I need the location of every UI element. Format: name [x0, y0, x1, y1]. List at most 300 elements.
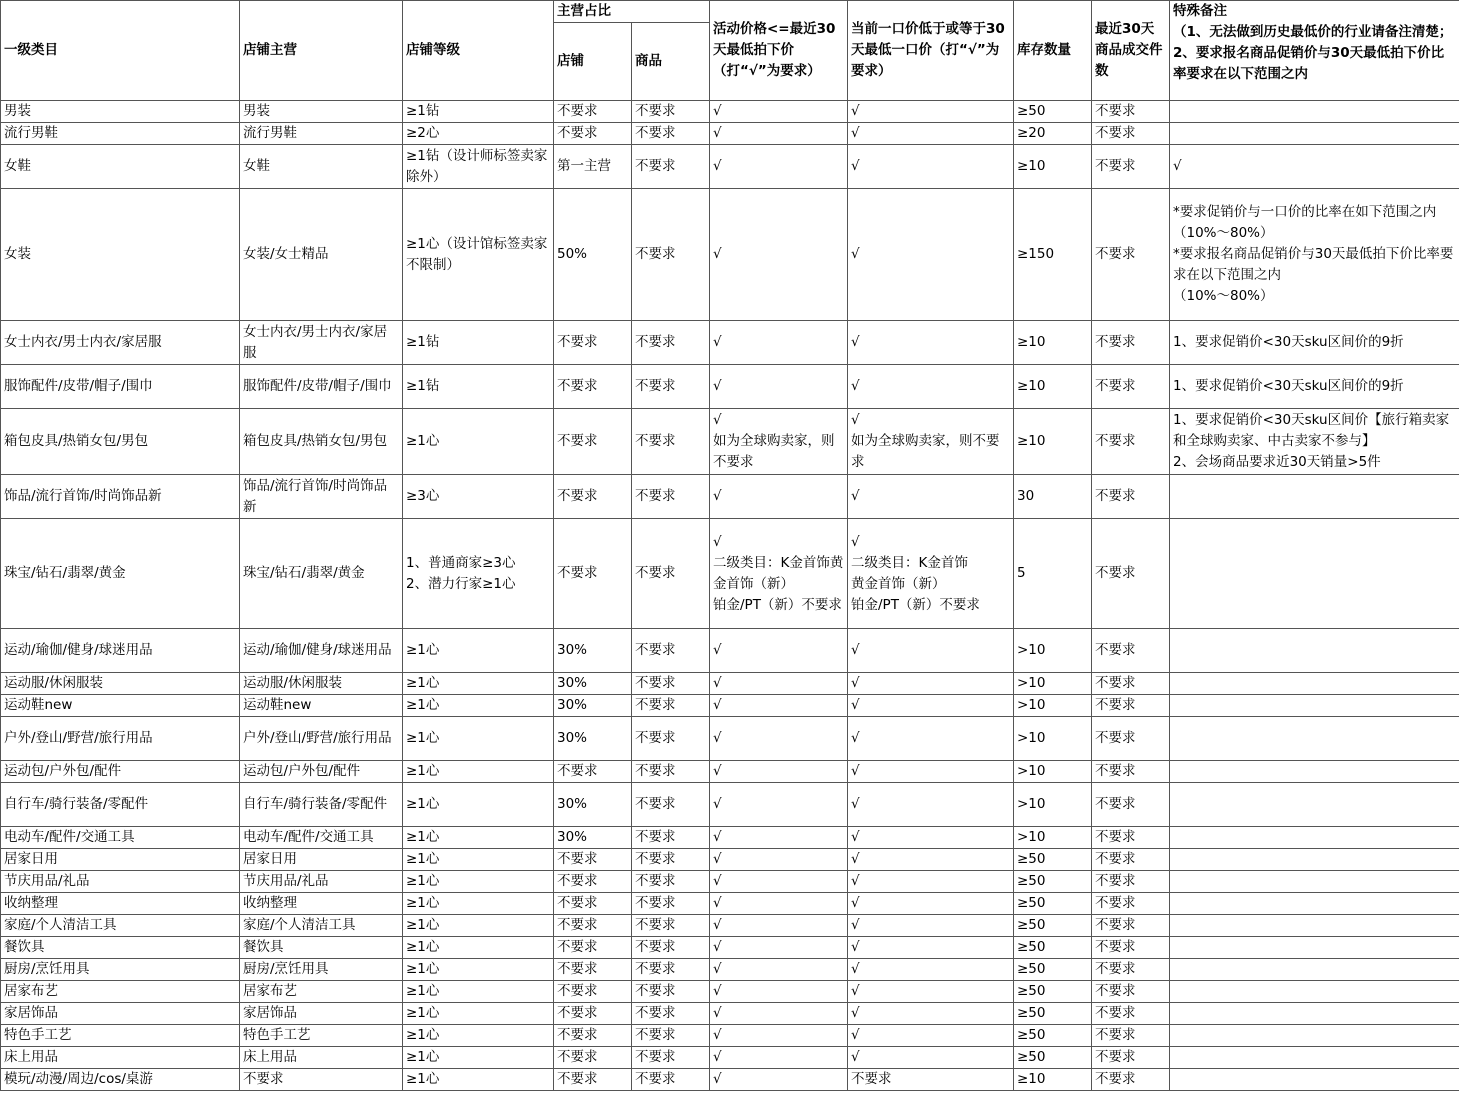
table-row: [1, 871, 1459, 893]
cell-price-fixed: √: [848, 695, 1014, 717]
cell-share-item: 不要求: [632, 101, 710, 123]
header-sales: 最近30天商品成交件数: [1092, 1, 1170, 101]
cell-stock: 30: [1014, 475, 1092, 519]
header-level: 店铺等级: [403, 1, 554, 101]
cell-notes: [1170, 123, 1459, 145]
cell-share-item: 不要求: [632, 365, 710, 409]
cell-share-shop: 不要求: [554, 1003, 632, 1025]
cell-stock: ≥50: [1014, 893, 1092, 915]
cell-share-shop: 不要求: [554, 937, 632, 959]
cell-share-shop: 不要求: [554, 321, 632, 365]
cell-sales: 不要求: [1092, 123, 1170, 145]
cell-notes: [1170, 893, 1459, 915]
cell-stock: ≥10: [1014, 321, 1092, 365]
cell-price-30: √: [710, 145, 848, 189]
cell-stock: ≥50: [1014, 937, 1092, 959]
cell-price-30: √: [710, 1025, 848, 1047]
cell-stock: ≥10: [1014, 1069, 1092, 1091]
cell-notes: [1170, 673, 1459, 695]
cell-share-shop: 不要求: [554, 409, 632, 475]
cell-share-item: 不要求: [632, 1047, 710, 1069]
cell-stock: ≥50: [1014, 981, 1092, 1003]
cell-share-shop: 30%: [554, 783, 632, 827]
table-row: [1, 937, 1459, 959]
cell-stock: ≥50: [1014, 915, 1092, 937]
table-row: [1, 827, 1459, 849]
cell-level: ≥1钻: [403, 365, 554, 409]
cell-level: ≥1心: [403, 1069, 554, 1091]
cell-share-item: 不要求: [632, 871, 710, 893]
cell-share-shop: 第一主营: [554, 145, 632, 189]
cell-notes: [1170, 849, 1459, 871]
cell-category: 节庆用品/礼品: [1, 871, 240, 893]
cell-category: 女鞋: [1, 145, 240, 189]
cell-share-shop: 不要求: [554, 519, 632, 629]
cell-category: 收纳整理: [1, 893, 240, 915]
table-row: [1, 673, 1459, 695]
table-row: [1, 365, 1459, 409]
cell-level: ≥1心: [403, 981, 554, 1003]
table-row: [1, 629, 1459, 673]
header-stock: 库存数量: [1014, 1, 1092, 101]
cell-stock: ≥50: [1014, 101, 1092, 123]
cell-share-shop: 不要求: [554, 761, 632, 783]
cell-share-item: 不要求: [632, 783, 710, 827]
cell-price-30: √: [710, 893, 848, 915]
cell-notes: [1170, 101, 1459, 123]
cell-share-item: 不要求: [632, 1069, 710, 1091]
cell-share-item: 不要求: [632, 673, 710, 695]
cell-category: 户外/登山/野营/旅行用品: [1, 717, 240, 761]
cell-notes: √: [1170, 145, 1459, 189]
cell-share-shop: 不要求: [554, 849, 632, 871]
cell-level: ≥1心: [403, 915, 554, 937]
cell-category: 特色手工艺: [1, 1025, 240, 1047]
cell-stock: ≥50: [1014, 1025, 1092, 1047]
cell-share-item: 不要求: [632, 915, 710, 937]
cell-share-item: 不要求: [632, 717, 710, 761]
cell-notes: [1170, 959, 1459, 981]
cell-sales: 不要求: [1092, 101, 1170, 123]
cell-price-30: √: [710, 365, 848, 409]
cell-price-30: √: [710, 783, 848, 827]
header-price-30: 活动价格<=最近30天最低拍下价（打“√”为要求）: [710, 1, 848, 101]
cell-main-business: 运动包/户外包/配件: [240, 761, 403, 783]
cell-share-shop: 30%: [554, 629, 632, 673]
cell-share-shop: 不要求: [554, 981, 632, 1003]
cell-stock: >10: [1014, 695, 1092, 717]
cell-price-30: √: [710, 1003, 848, 1025]
cell-price-30: √ 二级类目：K金首饰黄金首饰（新） 铂金/PT（新）不要求: [710, 519, 848, 629]
cell-sales: 不要求: [1092, 717, 1170, 761]
cell-share-item: 不要求: [632, 695, 710, 717]
cell-notes: 1、要求促销价<30天sku区间价的9折: [1170, 365, 1459, 409]
cell-stock: ≥50: [1014, 959, 1092, 981]
cell-sales: 不要求: [1092, 629, 1170, 673]
cell-price-30: √: [710, 1047, 848, 1069]
cell-notes: [1170, 717, 1459, 761]
table-row: [1, 1025, 1459, 1047]
cell-level: ≥1心: [403, 1025, 554, 1047]
cell-stock: >10: [1014, 827, 1092, 849]
cell-sales: 不要求: [1092, 915, 1170, 937]
cell-main-business: 女士内衣/男士内衣/家居服: [240, 321, 403, 365]
cell-level: ≥1心: [403, 409, 554, 475]
cell-sales: 不要求: [1092, 1003, 1170, 1025]
table-row: [1, 783, 1459, 827]
cell-notes: [1170, 519, 1459, 629]
cell-price-30: √: [710, 827, 848, 849]
cell-share-item: 不要求: [632, 893, 710, 915]
cell-level: 1、普通商家≥3心 2、潜力行家≥1心: [403, 519, 554, 629]
table-row: [1, 519, 1459, 629]
cell-level: ≥1心: [403, 695, 554, 717]
cell-sales: 不要求: [1092, 475, 1170, 519]
cell-sales: 不要求: [1092, 871, 1170, 893]
table-row: [1, 893, 1459, 915]
cell-category: 家庭/个人清洁工具: [1, 915, 240, 937]
cell-category: 女装: [1, 189, 240, 321]
table-row: [1, 1069, 1459, 1091]
cell-share-item: 不要求: [632, 409, 710, 475]
cell-share-shop: 不要求: [554, 1025, 632, 1047]
cell-price-30: √: [710, 915, 848, 937]
cell-level: ≥1心: [403, 937, 554, 959]
cell-price-fixed: √: [848, 189, 1014, 321]
cell-sales: 不要求: [1092, 761, 1170, 783]
cell-main-business: 自行车/骑行装备/零配件: [240, 783, 403, 827]
cell-stock: ≥50: [1014, 871, 1092, 893]
cell-sales: 不要求: [1092, 365, 1170, 409]
cell-level: ≥1心（设计馆标签卖家不限制）: [403, 189, 554, 321]
cell-stock: ≥150: [1014, 189, 1092, 321]
cell-main-business: 女鞋: [240, 145, 403, 189]
cell-level: ≥2心: [403, 123, 554, 145]
cell-share-shop: 不要求: [554, 871, 632, 893]
header-notes: 特殊备注 （1、无法做到历史最低价的行业请备注清楚； 2、要求报名商品促销价与30天最低拍下价比率要求在以下范围之内: [1170, 1, 1459, 101]
table-row: [1, 1003, 1459, 1025]
cell-sales: 不要求: [1092, 783, 1170, 827]
cell-level: ≥1心: [403, 673, 554, 695]
cell-category: 饰品/流行首饰/时尚饰品新: [1, 475, 240, 519]
cell-category: 厨房/烹饪用具: [1, 959, 240, 981]
cell-notes: [1170, 915, 1459, 937]
cell-main-business: 女装/女士精品: [240, 189, 403, 321]
table-row: [1, 717, 1459, 761]
cell-main-business: 流行男鞋: [240, 123, 403, 145]
table-row: [1, 475, 1459, 519]
cell-share-item: 不要求: [632, 475, 710, 519]
cell-share-shop: 30%: [554, 827, 632, 849]
cell-level: ≥1心: [403, 893, 554, 915]
table-row: [1, 101, 1459, 123]
cell-stock: >10: [1014, 761, 1092, 783]
cell-stock: ≥50: [1014, 1003, 1092, 1025]
cell-price-30: √: [710, 629, 848, 673]
cell-main-business: 收纳整理: [240, 893, 403, 915]
cell-notes: [1170, 695, 1459, 717]
cell-category: 餐饮具: [1, 937, 240, 959]
cell-level: ≥1心: [403, 849, 554, 871]
cell-category: 运动鞋new: [1, 695, 240, 717]
header-category: 一级类目: [1, 1, 240, 101]
table-row: [1, 915, 1459, 937]
cell-price-fixed: √ 如为全球购卖家，则不要求: [848, 409, 1014, 475]
table-row: [1, 409, 1459, 475]
cell-sales: 不要求: [1092, 959, 1170, 981]
cell-sales: 不要求: [1092, 145, 1170, 189]
cell-share-shop: 不要求: [554, 475, 632, 519]
cell-main-business: 床上用品: [240, 1047, 403, 1069]
cell-price-fixed: √: [848, 673, 1014, 695]
cell-notes: [1170, 629, 1459, 673]
cell-price-fixed: √: [848, 321, 1014, 365]
cell-price-fixed: √: [848, 123, 1014, 145]
cell-notes: [1170, 981, 1459, 1003]
cell-price-fixed: √: [848, 959, 1014, 981]
cell-main-business: 不要求: [240, 1069, 403, 1091]
cell-price-30: √: [710, 981, 848, 1003]
cell-main-business: 餐饮具: [240, 937, 403, 959]
cell-price-fixed: √: [848, 629, 1014, 673]
cell-share-item: 不要求: [632, 189, 710, 321]
cell-price-fixed: √: [848, 1003, 1014, 1025]
cell-main-business: 居家日用: [240, 849, 403, 871]
cell-main-business: 饰品/流行首饰/时尚饰品新: [240, 475, 403, 519]
table-row: [1, 321, 1459, 365]
cell-stock: ≥10: [1014, 145, 1092, 189]
cell-price-fixed: √: [848, 849, 1014, 871]
cell-share-item: 不要求: [632, 629, 710, 673]
cell-price-fixed: √: [848, 1025, 1014, 1047]
header-main-business: 店铺主营: [240, 1, 403, 101]
cell-category: 珠宝/钻石/翡翠/黄金: [1, 519, 240, 629]
cell-price-fixed: √: [848, 871, 1014, 893]
cell-category: 运动/瑜伽/健身/球迷用品: [1, 629, 240, 673]
cell-main-business: 运动鞋new: [240, 695, 403, 717]
cell-notes: 1、要求促销价<30天sku区间价的9折: [1170, 321, 1459, 365]
cell-level: ≥1心: [403, 959, 554, 981]
table-row: [1, 981, 1459, 1003]
table-row: [1, 695, 1459, 717]
cell-stock: ≥10: [1014, 365, 1092, 409]
table-row: [1, 1047, 1459, 1069]
cell-category: 模玩/动漫/周边/cos/桌游: [1, 1069, 240, 1091]
cell-share-shop: 不要求: [554, 101, 632, 123]
header-share-shop: 店铺: [554, 23, 632, 101]
cell-share-shop: 30%: [554, 695, 632, 717]
cell-price-30: √: [710, 1069, 848, 1091]
cell-main-business: 家庭/个人清洁工具: [240, 915, 403, 937]
table-row: [1, 145, 1459, 189]
cell-category: 流行男鞋: [1, 123, 240, 145]
cell-price-30: √: [710, 959, 848, 981]
cell-sales: 不要求: [1092, 1047, 1170, 1069]
table-row: [1, 849, 1459, 871]
cell-share-item: 不要求: [632, 123, 710, 145]
cell-category: 床上用品: [1, 1047, 240, 1069]
cell-share-item: 不要求: [632, 981, 710, 1003]
cell-share-item: 不要求: [632, 519, 710, 629]
cell-share-item: 不要求: [632, 1003, 710, 1025]
cell-stock: >10: [1014, 783, 1092, 827]
cell-stock: ≥50: [1014, 1047, 1092, 1069]
cell-notes: [1170, 1047, 1459, 1069]
cell-share-shop: 不要求: [554, 1069, 632, 1091]
cell-share-item: 不要求: [632, 321, 710, 365]
cell-category: 运动包/户外包/配件: [1, 761, 240, 783]
cell-share-item: 不要求: [632, 1025, 710, 1047]
cell-price-fixed: √: [848, 915, 1014, 937]
cell-main-business: 居家布艺: [240, 981, 403, 1003]
cell-share-shop: 不要求: [554, 915, 632, 937]
cell-price-fixed: √: [848, 761, 1014, 783]
cell-notes: [1170, 871, 1459, 893]
cell-share-shop: 30%: [554, 673, 632, 695]
cell-price-fixed: √: [848, 783, 1014, 827]
cell-sales: 不要求: [1092, 673, 1170, 695]
cell-share-shop: 50%: [554, 189, 632, 321]
cell-price-fixed: √: [848, 145, 1014, 189]
cell-notes: *要求促销价与一口价的比率在如下范围之内 （10%～80%） *要求报名商品促销价与30天最低拍下价比率要求在以下范围之内 （10%～80%）: [1170, 189, 1459, 321]
cell-share-shop: 不要求: [554, 123, 632, 145]
cell-share-shop: 不要求: [554, 365, 632, 409]
cell-price-fixed: √: [848, 827, 1014, 849]
cell-sales: 不要求: [1092, 893, 1170, 915]
cell-level: ≥3心: [403, 475, 554, 519]
cell-sales: 不要求: [1092, 189, 1170, 321]
cell-price-fixed: √ 二级类目：K金首饰 黄金首饰（新） 铂金/PT（新）不要求: [848, 519, 1014, 629]
cell-price-fixed: √: [848, 365, 1014, 409]
cell-category: 运动服/休闲服装: [1, 673, 240, 695]
cell-stock: >10: [1014, 673, 1092, 695]
cell-level: ≥1心: [403, 827, 554, 849]
header-share-item: 商品: [632, 23, 710, 101]
cell-price-30: √: [710, 717, 848, 761]
table-row: [1, 959, 1459, 981]
cell-stock: 5: [1014, 519, 1092, 629]
cell-price-30: √: [710, 695, 848, 717]
cell-main-business: 户外/登山/野营/旅行用品: [240, 717, 403, 761]
cell-price-30: √: [710, 101, 848, 123]
cell-sales: 不要求: [1092, 321, 1170, 365]
cell-price-30: √: [710, 673, 848, 695]
cell-main-business: 珠宝/钻石/翡翠/黄金: [240, 519, 403, 629]
cell-share-shop: 不要求: [554, 893, 632, 915]
cell-share-item: 不要求: [632, 145, 710, 189]
table-row: [1, 189, 1459, 321]
cell-stock: ≥20: [1014, 123, 1092, 145]
cell-sales: 不要求: [1092, 849, 1170, 871]
cell-price-30: √ 如为全球购卖家，则不要求: [710, 409, 848, 475]
cell-price-30: √: [710, 123, 848, 145]
cell-category: 箱包皮具/热销女包/男包: [1, 409, 240, 475]
cell-category: 女士内衣/男士内衣/家居服: [1, 321, 240, 365]
cell-category: 居家布艺: [1, 981, 240, 1003]
cell-share-shop: 不要求: [554, 1047, 632, 1069]
cell-price-fixed: √: [848, 893, 1014, 915]
cell-level: ≥1心: [403, 761, 554, 783]
cell-share-shop: 不要求: [554, 959, 632, 981]
cell-share-item: 不要求: [632, 849, 710, 871]
cell-level: ≥1心: [403, 783, 554, 827]
cell-price-fixed: √: [848, 937, 1014, 959]
cell-sales: 不要求: [1092, 937, 1170, 959]
cell-level: ≥1心: [403, 629, 554, 673]
cell-level: ≥1钻（设计师标签卖家除外）: [403, 145, 554, 189]
cell-price-30: √: [710, 189, 848, 321]
cell-category: 居家日用: [1, 849, 240, 871]
cell-category: 电动车/配件/交通工具: [1, 827, 240, 849]
cell-notes: [1170, 1069, 1459, 1091]
cell-price-30: √: [710, 849, 848, 871]
cell-notes: [1170, 783, 1459, 827]
cell-stock: ≥50: [1014, 849, 1092, 871]
cell-price-fixed: 不要求: [848, 1069, 1014, 1091]
cell-price-fixed: √: [848, 981, 1014, 1003]
cell-notes: [1170, 761, 1459, 783]
cell-main-business: 运动服/休闲服装: [240, 673, 403, 695]
cell-notes: [1170, 1003, 1459, 1025]
cell-share-item: 不要求: [632, 761, 710, 783]
cell-level: ≥1心: [403, 717, 554, 761]
cell-price-fixed: √: [848, 475, 1014, 519]
cell-stock: >10: [1014, 717, 1092, 761]
cell-notes: [1170, 1025, 1459, 1047]
cell-main-business: 家居饰品: [240, 1003, 403, 1025]
cell-stock: ≥10: [1014, 409, 1092, 475]
cell-main-business: 节庆用品/礼品: [240, 871, 403, 893]
cell-sales: 不要求: [1092, 695, 1170, 717]
cell-price-30: √: [710, 475, 848, 519]
cell-category: 自行车/骑行装备/零配件: [1, 783, 240, 827]
cell-category: 家居饰品: [1, 1003, 240, 1025]
cell-share-item: 不要求: [632, 959, 710, 981]
cell-sales: 不要求: [1092, 1069, 1170, 1091]
cell-main-business: 厨房/烹饪用具: [240, 959, 403, 981]
cell-level: ≥1心: [403, 1003, 554, 1025]
cell-level: ≥1钻: [403, 321, 554, 365]
cell-share-item: 不要求: [632, 827, 710, 849]
header-share-group: 主营占比: [554, 1, 710, 23]
cell-price-30: √: [710, 871, 848, 893]
cell-share-shop: 30%: [554, 717, 632, 761]
cell-sales: 不要求: [1092, 981, 1170, 1003]
cell-category: 服饰配件/皮带/帽子/围巾: [1, 365, 240, 409]
cell-main-business: 箱包皮具/热销女包/男包: [240, 409, 403, 475]
cell-main-business: 特色手工艺: [240, 1025, 403, 1047]
cell-category: 男装: [1, 101, 240, 123]
cell-level: ≥1心: [403, 871, 554, 893]
table-row: [1, 123, 1459, 145]
header-price-fixed: 当前一口价低于或等于30天最低一口价（打“√”为要求）: [848, 1, 1014, 101]
cell-notes: 1、要求促销价<30天sku区间价【旅行箱卖家和全球购卖家、中古卖家不参与】 2、会场商品要求近30天销量>5件: [1170, 409, 1459, 475]
cell-price-30: √: [710, 761, 848, 783]
cell-notes: [1170, 937, 1459, 959]
cell-notes: [1170, 475, 1459, 519]
cell-sales: 不要求: [1092, 409, 1170, 475]
cell-share-item: 不要求: [632, 937, 710, 959]
cell-level: ≥1钻: [403, 101, 554, 123]
cell-stock: >10: [1014, 629, 1092, 673]
cell-price-30: √: [710, 321, 848, 365]
table-body: [1, 101, 1459, 1091]
cell-sales: 不要求: [1092, 827, 1170, 849]
cell-main-business: 男装: [240, 101, 403, 123]
cell-level: ≥1心: [403, 1047, 554, 1069]
cell-sales: 不要求: [1092, 519, 1170, 629]
cell-main-business: 服饰配件/皮带/帽子/围巾: [240, 365, 403, 409]
